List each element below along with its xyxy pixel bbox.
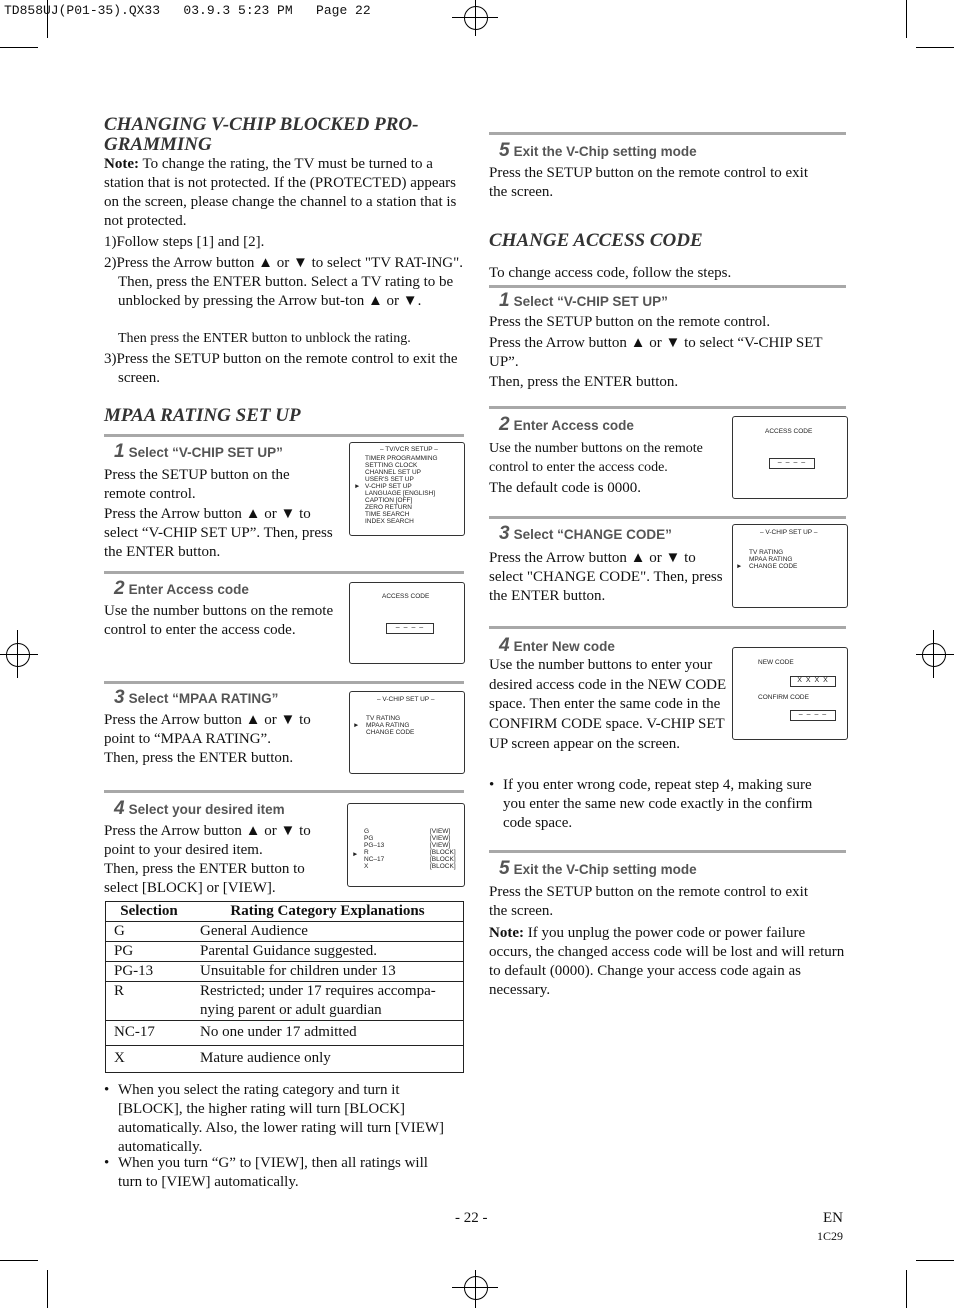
step-number: 5: [499, 140, 510, 161]
vchip-note: [104, 155, 464, 231]
note-label: Note:: [489, 925, 524, 941]
menu-item: CHANNEL SET UP: [365, 469, 421, 476]
divider: [489, 406, 846, 409]
mpaa-step-4-body: Press the Arrow button ▲ or ▼ to point to your desired item.: [104, 823, 311, 858]
bullet-text: When you select the rating category and turn it [BLOCK], the higher rating will turn [BLOCK] automatically. Also, the lower rating will turn [VIEW] automatically.: [118, 1082, 445, 1155]
table-cell: Unsuitable for children under 13: [192, 962, 464, 982]
rating-label: NC–17: [364, 856, 385, 863]
rating-label: X: [364, 863, 369, 870]
menu-item: TV RATING: [749, 549, 784, 556]
screen-title: – V-CHIP SET UP –: [760, 529, 818, 536]
step-title: Select “V-CHIP SET UP”: [128, 445, 283, 460]
mpaa-section-title: MPAA RATING SET UP: [104, 405, 301, 426]
page-number: - 22 -: [455, 1210, 488, 1226]
vchip-step-3: 3)Press the SETUP button on the remote control to exit the screen.: [104, 351, 458, 386]
menu-item: MPAA RATING: [366, 722, 410, 729]
registration-mark: [464, 6, 488, 30]
screen-title: – V-CHIP SET UP –: [377, 696, 435, 703]
registration-mark: [6, 643, 30, 667]
divider: [104, 571, 464, 574]
table-row: [106, 1021, 464, 1046]
cac-step-2-heading: [499, 414, 634, 436]
menu-item: TIME SEARCH: [365, 511, 410, 518]
cac-step-5-heading: [499, 858, 697, 880]
note-text: If you unplug the power code or power failure occurs, the changed access code will be lost and will return to default (0000). Change your access code again as necessary.: [489, 925, 845, 998]
menu-item: INDEX SEARCH: [365, 518, 414, 525]
divider: [489, 132, 846, 135]
divider: [489, 516, 846, 519]
cursor-icon: ►: [353, 722, 360, 729]
cursor-icon: ►: [354, 483, 361, 490]
menu-item: V-CHIP SET UP: [365, 483, 412, 490]
cac-step-4-body: Use the number buttons to enter your desired access code in the NEW CODE space. Then enter the same code in the CONFIRM CODE space. V-CHIP SET UP screen appear on the screen.: [489, 657, 727, 752]
table-cell: General Audience: [192, 922, 464, 942]
table-cell: PG: [106, 942, 193, 962]
rating-value: [BLOCK]: [430, 849, 456, 856]
cac-step-2-body: Use the number buttons on the remote control to enter the access code.: [489, 441, 703, 475]
cac-step-3-heading: [499, 523, 672, 545]
screen-title: ACCESS CODE: [382, 593, 430, 600]
menu-item: SETTING CLOCK: [365, 462, 418, 469]
step-title: Select your desired item: [128, 802, 285, 817]
vchip-setup-screen: [732, 524, 848, 608]
note-label: Note:: [104, 156, 139, 172]
table-cell: G: [106, 922, 193, 942]
cac-note: [489, 924, 846, 1000]
bullet-text: If you enter wrong code, repeat step 4, making sure you enter the same new code exactly in the confirm code space.: [503, 777, 813, 831]
new-code-label: NEW CODE: [758, 659, 794, 666]
divider: [489, 626, 846, 629]
registration-mark: [916, 654, 954, 655]
vchip-step-1: 1)Follow steps [1] and [2].: [104, 234, 265, 250]
step-number: 1: [499, 290, 510, 311]
mpaa-step-3-body2: Then, press the ENTER button.: [104, 750, 294, 766]
registration-mark: [452, 17, 498, 18]
code-field: – – – –: [769, 458, 815, 469]
step-title: Enter New code: [513, 639, 615, 654]
vchip-title-line1: CHANGING V-CHIP BLOCKED PRO-: [104, 114, 419, 135]
table-cell: R: [106, 982, 193, 1021]
step-title: Select “CHANGE CODE”: [513, 527, 672, 542]
crop-mark: [47, 1270, 48, 1308]
access-code-screen: [349, 582, 465, 664]
rating-value: [BLOCK]: [430, 856, 456, 863]
table-cell: NC-17: [106, 1021, 193, 1046]
step-title: Select “V-CHIP SET UP”: [513, 294, 668, 309]
change-access-code-intro: To change access code, follow the steps.: [489, 265, 732, 281]
table-cell: Restricted; under 17 requires accompa-nying parent or adult guardian: [192, 982, 464, 1021]
divider: [489, 285, 846, 288]
registration-mark: [0, 654, 38, 655]
menu-item: MPAA RATING: [749, 556, 793, 563]
step-title: Enter Access code: [513, 418, 634, 433]
step-number: 3: [114, 687, 125, 708]
mpaa-step-1-body: Press the SETUP button on the remote control.: [104, 467, 290, 502]
menu-item: CHANGE CODE: [366, 729, 415, 736]
menu-item: USER'S SET UP: [365, 476, 414, 483]
tv-vcr-setup-screen: [349, 442, 465, 536]
divider: [104, 434, 464, 437]
table-cell: X: [106, 1046, 193, 1073]
note-text: To change the rating, the TV must be turned to a station that is not protected. If the (PROTECTED) appears on the screen, please change the channel to a station that is not protected.: [104, 156, 457, 229]
exit-step-heading: [499, 140, 697, 162]
bullet-icon: •: [489, 777, 495, 793]
rating-label: R: [364, 849, 369, 856]
divider: [104, 790, 464, 793]
cac-step-1-body: Press the SETUP button on the remote control.: [489, 314, 771, 330]
step-number: 4: [499, 635, 510, 656]
cac-step-1-body3: Then, press the ENTER button.: [489, 374, 679, 390]
change-access-code-title: CHANGE ACCESS CODE: [489, 230, 703, 251]
doc-code: 1C29: [817, 1229, 844, 1243]
rating-label: PG–13: [364, 842, 385, 849]
code-field: – – – –: [386, 623, 434, 634]
step-number: 2: [114, 578, 125, 599]
registration-mark: [464, 1276, 488, 1300]
cac-step-3-body: Press the Arrow button ▲ or ▼ to select "CHANGE CODE". Then, press the ENTER button.: [489, 550, 723, 604]
menu-item: LANGUAGE [ENGLISH]: [365, 490, 436, 497]
cac-step-5-body: Press the SETUP button on the remote control to exit the screen.: [489, 884, 808, 919]
divider: [104, 681, 464, 684]
step-number: 3: [499, 523, 510, 544]
mpaa-step-4-body2: Then, press the ENTER button to select [BLOCK] or [VIEW].: [104, 861, 305, 896]
column-header: Rating Category Explanations: [192, 902, 464, 922]
vchip-step-2b: Then press the ENTER button to unblock the rating.: [118, 331, 411, 346]
mpaa-step-2-heading: [114, 578, 249, 600]
table-row: [106, 942, 464, 962]
table-header-row: [106, 902, 464, 922]
mpaa-step-2-body: Use the number buttons on the remote control to enter the access code.: [104, 603, 334, 638]
bullet-text: When you turn “G” to [VIEW], then all ratings will turn to [VIEW] automatically.: [118, 1155, 428, 1190]
step-title: Exit the V-Chip setting mode: [513, 144, 697, 159]
cac-step-1-body2: Press the Arrow button ▲ or ▼ to select “V-CHIP SET UP”.: [489, 335, 823, 370]
screen-title: – TV/VCR SETUP –: [380, 446, 438, 453]
crop-mark: [0, 47, 38, 48]
table-row: [106, 1046, 464, 1073]
table-cell: Mature audience only: [192, 1046, 464, 1073]
cursor-icon: ►: [736, 563, 743, 570]
language-code: EN: [823, 1210, 843, 1226]
menu-item: TIMER PROGRAMMING: [365, 455, 438, 462]
rating-table: [105, 901, 464, 1073]
crop-mark: [916, 1260, 954, 1261]
menu-item: ZERO RETURN: [365, 504, 412, 511]
menu-item: TV RATING: [366, 715, 401, 722]
step-number: 4: [114, 798, 125, 819]
mpaa-step-1-body2: Press the Arrow button ▲ or ▼ to select “V-CHIP SET UP”. Then, press the ENTER button.: [104, 506, 333, 560]
rating-value: [VIEW]: [430, 835, 451, 842]
cac-step-1-heading: [499, 290, 668, 312]
divider: [489, 850, 846, 853]
menu-item: CHANGE CODE: [749, 563, 798, 570]
rating-label: G: [364, 828, 370, 835]
mpaa-step-3-heading: [114, 687, 278, 709]
vchip-setup-screen: [349, 691, 465, 774]
rating-value: [VIEW]: [430, 828, 451, 835]
column-header: Selection: [106, 902, 193, 922]
step-title: Enter Access code: [128, 582, 249, 597]
vchip-step-2: 2)Press the Arrow button ▲ or ▼ to select "TV RAT-ING". Then, press the ENTER button. Select a TV rating to be unblocked by pressing the Arrow but-ton ▲ or ▼.: [104, 255, 463, 309]
table-cell: No one under 17 admitted: [192, 1021, 464, 1046]
new-code-field: X X X X: [790, 676, 836, 687]
mpaa-step-1-heading: [114, 441, 283, 463]
table-row: [106, 922, 464, 942]
screen-title: ACCESS CODE: [765, 428, 813, 435]
registration-mark: [17, 630, 18, 678]
crop-mark: [906, 1270, 907, 1308]
cac-step-2-body2: The default code is 0000.: [489, 480, 642, 496]
crop-mark: [916, 47, 954, 48]
cursor-icon: ►: [352, 851, 359, 858]
mpaa-bullet-2: [104, 1154, 449, 1192]
rating-value: [BLOCK]: [430, 863, 456, 870]
confirm-code-field: – – – –: [790, 710, 836, 721]
registration-mark: [933, 630, 934, 678]
mpaa-step-3-body: Press the Arrow button ▲ or ▼ to point to “MPAA RATING”.: [104, 712, 311, 747]
vchip-section-title: [104, 115, 464, 155]
bullet-icon: •: [104, 1082, 110, 1098]
confirm-code-label: CONFIRM CODE: [758, 694, 809, 701]
rating-value: [VIEW]: [430, 842, 451, 849]
crop-mark: [906, 0, 907, 38]
registration-mark: [452, 1287, 498, 1288]
new-code-screen: [732, 647, 848, 740]
menu-item: CAPTION [OFF]: [365, 497, 413, 504]
exit-step-body: Press the SETUP button on the remote control to exit the screen.: [489, 165, 808, 200]
step-title: Select “MPAA RATING”: [128, 691, 279, 706]
step-number: 5: [499, 858, 510, 879]
print-slug: TD858UJ(P01-35).QX33 03.9.3 5:23 PM Page 22: [4, 3, 371, 18]
mpaa-bullet-1: [104, 1081, 449, 1157]
cac-step-4-heading: [499, 635, 615, 657]
table-row: [106, 982, 464, 1021]
crop-mark: [0, 1260, 38, 1261]
step-number: 2: [499, 414, 510, 435]
step-number: 1: [114, 441, 125, 462]
rating-label: PG: [364, 835, 374, 842]
registration-mark: [922, 643, 946, 667]
table-cell: Parental Guidance suggested.: [192, 942, 464, 962]
mpaa-ratings-screen: [347, 803, 465, 887]
vchip-title-line2: GRAMMING: [104, 134, 212, 155]
table-cell: PG-13: [106, 962, 193, 982]
step-title: Exit the V-Chip setting mode: [513, 862, 697, 877]
access-code-screen: [732, 416, 848, 499]
bullet-icon: •: [104, 1155, 110, 1171]
table-row: [106, 962, 464, 982]
registration-mark: [475, 1270, 476, 1308]
cac-bullet: [489, 776, 834, 833]
mpaa-step-4-heading: [114, 798, 285, 820]
registration-mark: [475, 0, 476, 36]
